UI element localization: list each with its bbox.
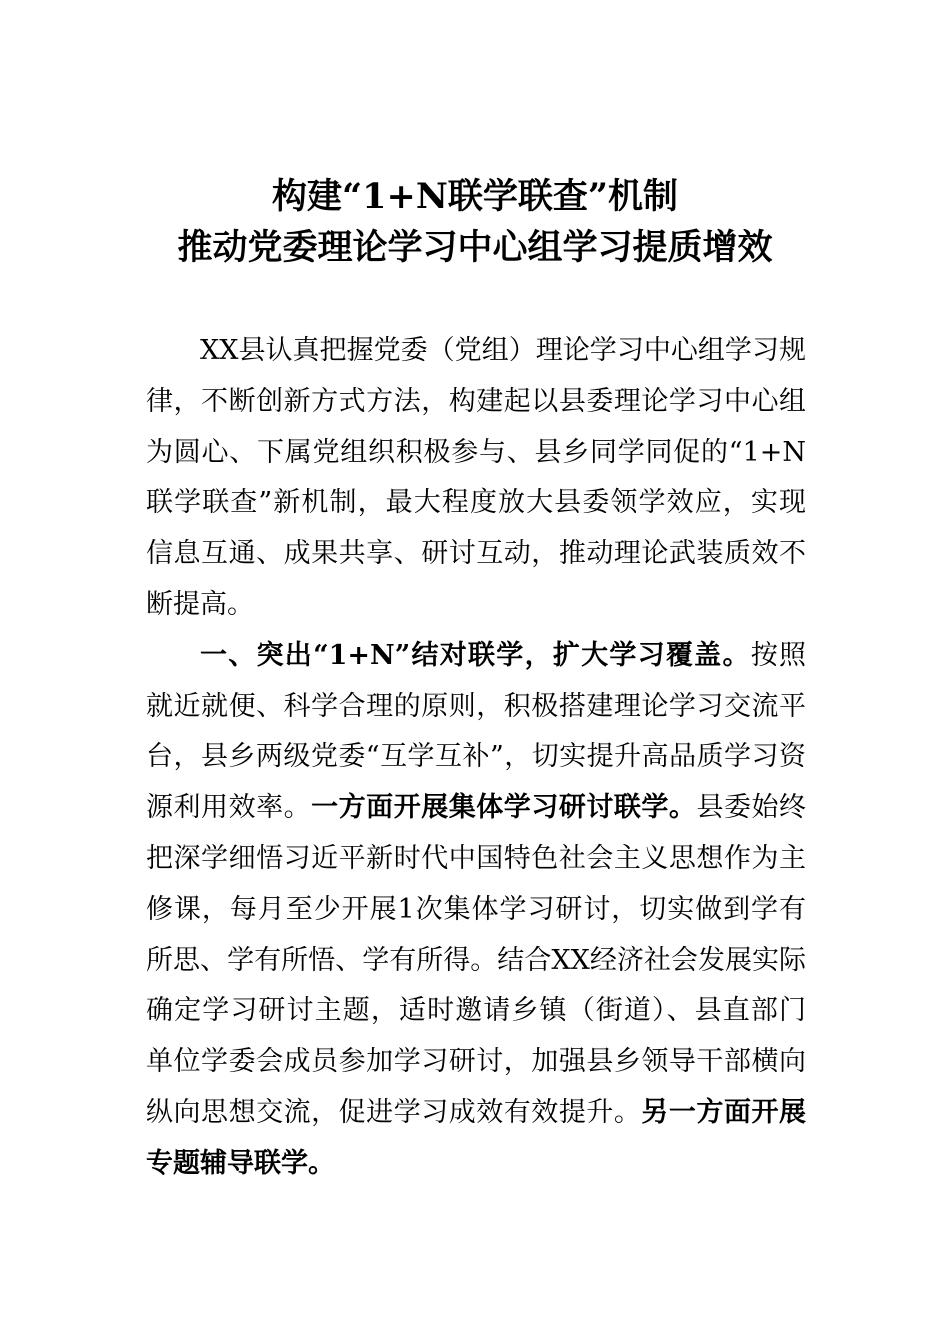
document-title-line-1: 构建“1+N联学联查”机制 xyxy=(272,176,678,217)
section-1-text-2: 县委始终把深学细悟习近平新时代中国特色社会主义思想作为主修课，每月至少开展1次集体学习研讨，切实做到学有所思、学有所悟、学有所得。结合XX经济社会发展实际确定学习研讨主题，适时邀请乡镇（街道）、县直部门单位学委会成员参加学习研讨，加强县乡领导干部横向纵向思想交流，促进学习成效有效提升。 xyxy=(146,792,807,1128)
section-1-heading: 一、突出“1+N”结对联学，扩大学习覆盖。 xyxy=(200,639,751,671)
paragraph-intro: XX县认真把握党委（党组）理论学习中心组学习规律，不断创新方式方法，构建起以县委理论学习中心组为圆心、下属党组织积极参与、县乡同学同促的“1+N联学联查”新机制，最大程度放大县委领学效应，实现信息互通、成果共享、研讨互动，推动理论武装质效不断提高。 xyxy=(146,335,806,620)
section-1-subheading-1: 一方面开展集体学习研讨联学。 xyxy=(311,792,697,824)
document-body xyxy=(146,326,806,1190)
paragraph-section-1 xyxy=(146,631,806,1190)
section-1-subheading-2: 另一方面开展专题辅导联学。 xyxy=(146,1096,806,1179)
document-title-line-2: 推动党委理论学习中心组学习提质增效 xyxy=(177,227,773,268)
section-1-text-1: 按照就近就便、科学合理的原则，积极搭建理论学习交流平台，县乡两级党委“互学互补”，切实提升高品质学习资源利用效率。 xyxy=(146,639,807,824)
